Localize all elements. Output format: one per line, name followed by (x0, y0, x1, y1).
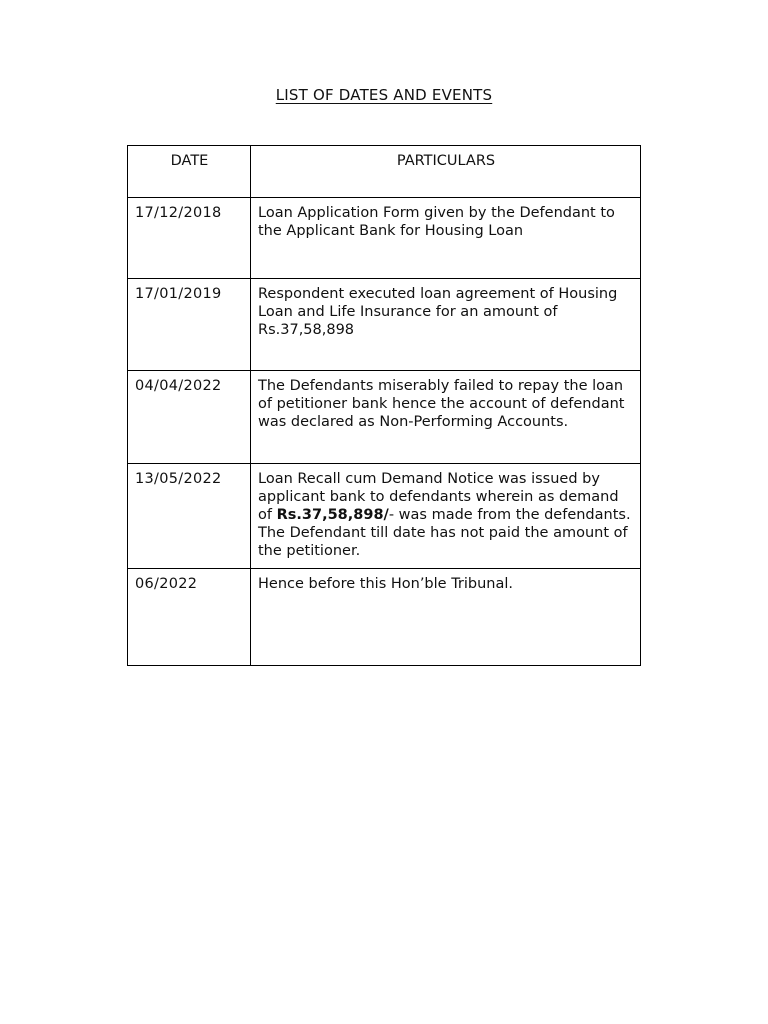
table-row (128, 279, 641, 371)
dates-events-table (127, 145, 641, 666)
event-date: 17/01/2019 (128, 279, 251, 371)
event-date: 04/04/2022 (128, 371, 251, 464)
particulars-text-after: - was made from the defendants. The Defendant till date has not paid the amount of the petitioner. (258, 507, 631, 559)
event-date: 13/05/2022 (128, 464, 251, 569)
event-date: 06/2022 (128, 569, 251, 666)
table-row (128, 464, 641, 569)
event-particulars: Loan Application Form given by the Defendant to the Applicant Bank for Housing Loan (251, 198, 641, 279)
event-particulars: Hence before this Hon’ble Tribunal. (251, 569, 641, 666)
document-title (0, 86, 768, 104)
demand-amount: Rs.37,58,898/ (276, 507, 389, 523)
table-row (128, 198, 641, 279)
event-date: 17/12/2018 (128, 198, 251, 279)
table-row (128, 371, 641, 464)
event-particulars: The Defendants miserably failed to repay the loan of petitioner bank hence the account of defendant was declared as Non-Performing Accounts. (251, 371, 641, 464)
table-row (128, 569, 641, 666)
table-header-row (128, 146, 641, 198)
particulars-text-before: Loan Recall cum Demand Notice was issued by applicant bank to defendants wherein as demand of (258, 471, 619, 523)
document-title-text: LIST OF DATES AND EVENTS (275, 86, 493, 104)
date-column-header: DATE (128, 146, 251, 198)
event-particulars (251, 464, 641, 569)
event-particulars: Respondent executed loan agreement of Housing Loan and Life Insurance for an amount of Rs.37,58,898 (251, 279, 641, 371)
particulars-column-header: PARTICULARS (251, 146, 641, 198)
